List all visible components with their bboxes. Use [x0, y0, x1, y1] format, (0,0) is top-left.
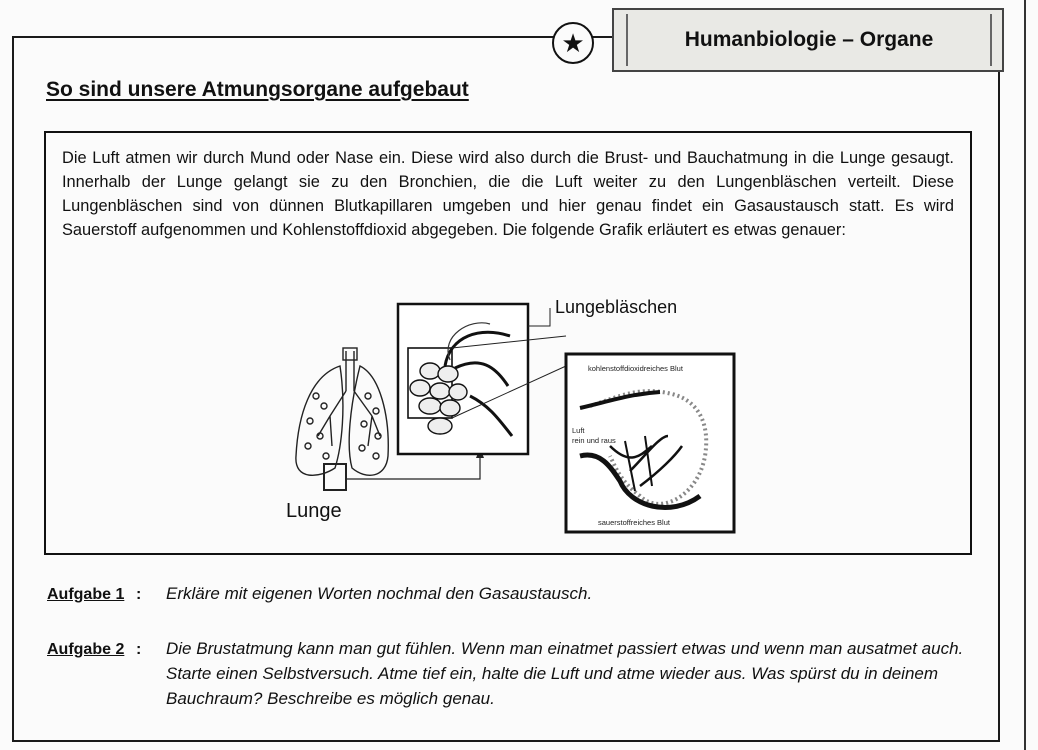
lung-illustration: [296, 348, 388, 490]
banner-title: Humanbiologie – Organe: [684, 28, 934, 51]
page-edge: [1024, 0, 1026, 750]
alveoli-box: [398, 304, 528, 454]
page-title: So sind unsere Atmungsorgane aufgebaut: [46, 78, 469, 101]
air-in-out-label: rein und raus: [572, 436, 616, 445]
task-2-colon: :: [136, 641, 142, 658]
air-label: Luft: [572, 426, 585, 435]
intro-paragraph: Die Luft atmen wir durch Mund oder Nase ein. Diese wird also durch die Brust- und Bauchatmung in die Lunge gesaugt. Innerhalb der Lunge gelangt sie zu den Bronchien, die die Luft weiter zu den Lungenbläschen verteilt. Diese Lungenbläschen sind von dünnen Blutkapillaren umgeben und hier genau findet ein Gasaustausch statt. Es wird Sauerstoff aufgenommen und Kohlenstoffdioxid abgegeben. Die folgende Grafik erläutert es etwas genauer:: [62, 149, 954, 239]
alveoli-label: Lungebläschen: [555, 297, 678, 317]
task-2-text: Die Brustatmung kann man gut fühlen. Wenn man einatmet passiert etwas und wenn man ausatmet auch. Starte einen Selbstversuch. Atme tief ein, halte die Luft und atme wieder aus. Was spürst du in deinem Bauchraum? Beschreibe es möglich genau.: [166, 639, 964, 708]
task-2-label: Aufgabe 2: [47, 641, 125, 658]
header-banner-inner: [626, 14, 992, 66]
co2-blood-label: kohlenstoffdioxidreiches Blut: [588, 364, 683, 373]
respiratory-figure: [280, 296, 740, 536]
task-1-colon: :: [136, 586, 142, 603]
star-icon: ★: [552, 22, 594, 64]
task-1-text: Erkläre mit eigenen Worten nochmal den Gasaustausch.: [166, 584, 593, 603]
task-1-label: Aufgabe 1: [47, 586, 125, 603]
o2-blood-label: sauerstoffreiches Blut: [598, 518, 670, 527]
lung-label: Lunge: [286, 500, 342, 522]
